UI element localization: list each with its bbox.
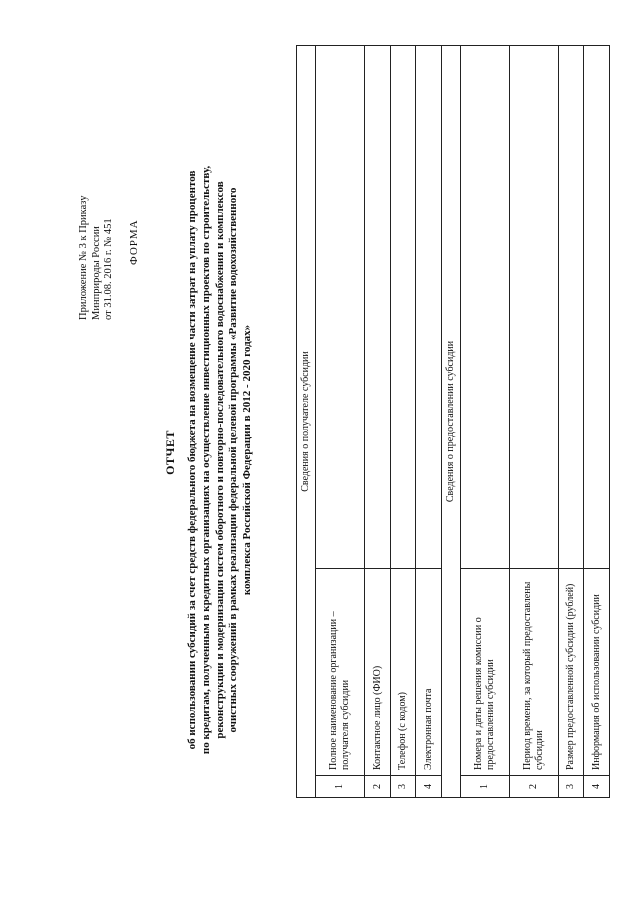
table-row <box>316 46 365 798</box>
section-header-recipient <box>297 46 316 798</box>
row-number: 4 <box>584 776 610 798</box>
section-header-subsidy <box>441 46 460 798</box>
row-number: 3 <box>390 776 415 798</box>
row-label: Электронная почта <box>416 569 441 776</box>
subtitle-line: очистных сооружений в рамках реализации федеральной целевой программы «Развитие водохозяйственного <box>227 187 240 733</box>
row-label: Номера и даты решения комиссии о предоставлении субсидии <box>461 569 510 776</box>
row-number: 3 <box>558 776 583 798</box>
table-row <box>558 46 583 798</box>
report-form-table <box>296 45 610 798</box>
row-number: 1 <box>461 776 510 798</box>
subtitle-line: реконструкции и модернизации систем оборотного и повторно-последовательного водоснабжения и комплексов <box>213 181 226 739</box>
table-row <box>390 46 415 798</box>
report-title: ОТЧЕТ <box>163 430 177 475</box>
table-row <box>461 46 510 798</box>
row-value-cell[interactable] <box>584 46 610 569</box>
row-value-cell[interactable] <box>316 46 365 569</box>
row-value-cell[interactable] <box>416 46 441 569</box>
subtitle-line: по кредитам, полученным в кредитных организациях на осуществление инвестиционных проектов по строительству, <box>199 165 212 755</box>
table-row <box>510 46 559 798</box>
row-label: Размер предоставленной субсидии (рублей) <box>558 569 583 776</box>
appendix-line: Минприроды России <box>90 226 102 320</box>
appendix-line: Приложение № 3 к Приказу <box>78 195 89 320</box>
row-value-cell[interactable] <box>558 46 583 569</box>
row-value-cell[interactable] <box>390 46 415 569</box>
row-label: Контактное лицо (ФИО) <box>365 569 390 776</box>
section-title: Сведения о получателе субсидии <box>297 46 316 798</box>
report-subtitle <box>186 85 255 835</box>
row-label: Полное наименование организации – получателя субсидии <box>316 569 365 776</box>
subtitle-line: комплекса Российской Федерации в 2012 - 2020 годах» <box>241 324 254 596</box>
form-label: ФОРМА <box>128 219 140 265</box>
row-label: Телефон (с кодом) <box>390 569 415 776</box>
table-row <box>365 46 390 798</box>
row-value-cell[interactable] <box>461 46 510 569</box>
table-row <box>584 46 610 798</box>
row-value-cell[interactable] <box>365 46 390 569</box>
row-number: 4 <box>416 776 441 798</box>
row-label: Информация об использовании субсидии <box>584 569 610 776</box>
row-number: 2 <box>365 776 390 798</box>
appendix-line: от 31.08. 2016 г. № 451 <box>103 218 114 320</box>
row-label: Период времени, за который предоставлены субсидии <box>510 569 559 776</box>
row-number: 2 <box>510 776 559 798</box>
row-value-cell[interactable] <box>510 46 559 569</box>
subtitle-line: об использовании субсидий за счет средств федерального бюджета на возмещение части затрат на уплату процентов <box>186 170 198 750</box>
section-title: Сведения о предоставлении субсидии <box>441 46 460 798</box>
appendix-reference <box>78 196 116 320</box>
table-row <box>416 46 441 798</box>
row-number: 1 <box>316 776 365 798</box>
